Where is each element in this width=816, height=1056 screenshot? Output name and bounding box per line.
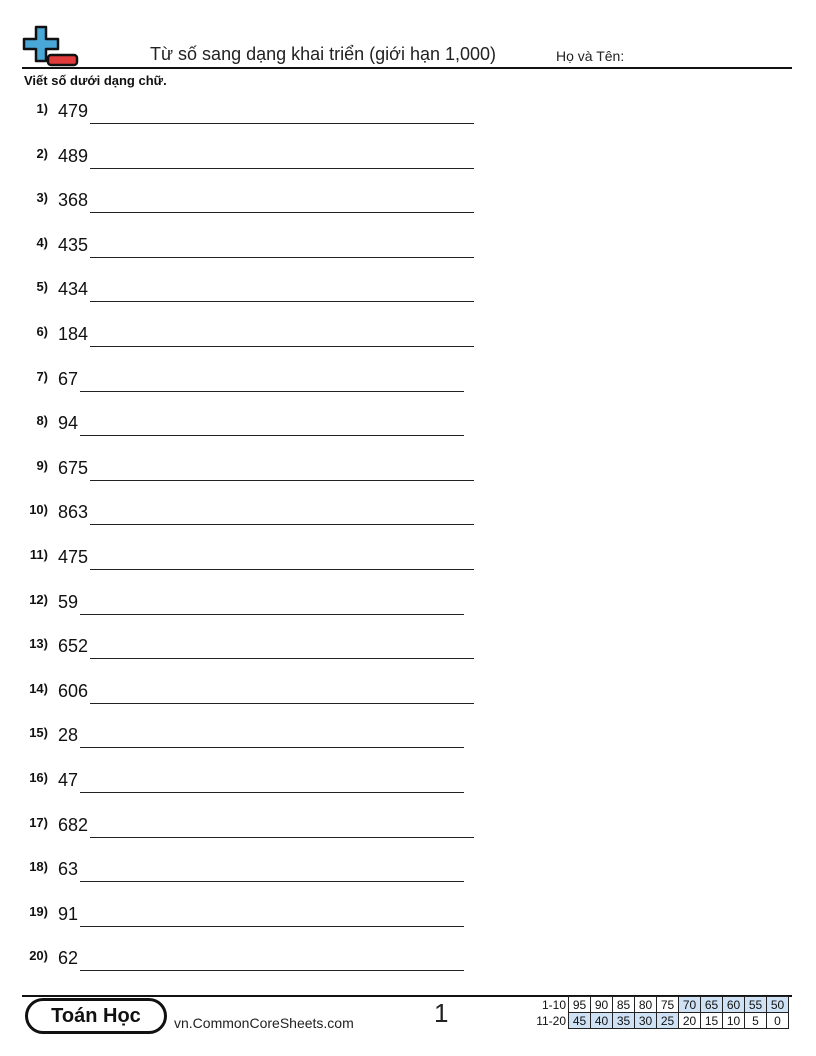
score-cell: 40: [591, 1013, 613, 1029]
problem-row: [0, 369, 480, 399]
answer-line[interactable]: [90, 212, 474, 213]
header-divider: [22, 67, 792, 69]
problem-row: [0, 190, 480, 220]
answer-line[interactable]: [80, 881, 464, 882]
problem-row: [0, 279, 480, 309]
problem-value: 475: [58, 547, 89, 567]
problem-row: [0, 592, 480, 622]
score-cell: 70: [679, 997, 701, 1013]
problem-value: 479: [58, 101, 89, 121]
score-cell: 80: [635, 997, 657, 1013]
problem-value: 47: [58, 770, 79, 790]
answer-line[interactable]: [90, 480, 474, 481]
problem-row: [0, 725, 480, 755]
score-cell: 20: [679, 1013, 701, 1029]
problem-number: 13): [29, 636, 48, 651]
score-table: [528, 996, 789, 1029]
score-cell: 30: [635, 1013, 657, 1029]
problem-value: 675: [58, 458, 89, 478]
score-cell: 65: [701, 997, 723, 1013]
score-cell: 75: [657, 997, 679, 1013]
answer-line[interactable]: [90, 703, 474, 704]
answer-line[interactable]: [90, 301, 474, 302]
problem-value: 184: [58, 324, 89, 344]
instructions: Viết số dưới dạng chữ.: [24, 73, 167, 88]
problem-row: [0, 815, 480, 845]
answer-line[interactable]: [80, 970, 464, 971]
problem-row: [0, 681, 480, 711]
problem-row: [0, 904, 480, 934]
problem-number: 7): [36, 369, 48, 384]
score-cell: 0: [767, 1013, 789, 1029]
problem-number: 20): [29, 948, 48, 963]
score-cell: 95: [569, 997, 591, 1013]
problem-number: 1): [36, 101, 48, 116]
answer-line[interactable]: [90, 346, 474, 347]
answer-line[interactable]: [80, 435, 464, 436]
score-cell: 45: [569, 1013, 591, 1029]
problem-value: 863: [58, 502, 89, 522]
problem-value: 94: [58, 413, 79, 433]
problem-number: 9): [36, 458, 48, 473]
score-row: [528, 997, 789, 1013]
score-cell: 15: [701, 1013, 723, 1029]
answer-line[interactable]: [80, 391, 464, 392]
score-row-label: 11-20: [536, 1013, 566, 1028]
answer-line[interactable]: [90, 569, 474, 570]
problem-number: 6): [36, 324, 48, 339]
problem-value: 59: [58, 592, 79, 612]
problem-row: [0, 101, 480, 131]
score-cell: 90: [591, 997, 613, 1013]
problem-row: [0, 413, 480, 443]
answer-line[interactable]: [80, 792, 464, 793]
answer-line[interactable]: [90, 658, 474, 659]
problem-value: 652: [58, 636, 89, 656]
problem-value: 91: [58, 904, 79, 924]
answer-line[interactable]: [90, 168, 474, 169]
problem-number: 2): [36, 146, 48, 161]
problem-number: 17): [29, 815, 48, 830]
problem-row: [0, 458, 480, 488]
problem-row: [0, 235, 480, 265]
problem-number: 15): [29, 725, 48, 740]
score-row: [528, 1013, 789, 1029]
answer-line[interactable]: [90, 524, 474, 525]
score-cell: 85: [613, 997, 635, 1013]
score-cell: 60: [723, 997, 745, 1013]
problem-value: 63: [58, 859, 79, 879]
plus-minus-logo-icon: [22, 24, 80, 68]
problem-row: [0, 636, 480, 666]
problem-value: 606: [58, 681, 89, 701]
score-cell: 55: [745, 997, 767, 1013]
problem-value: 62: [58, 948, 79, 968]
problem-value: 435: [58, 235, 89, 255]
answer-line[interactable]: [90, 123, 474, 124]
problem-value: 368: [58, 190, 89, 210]
answer-line[interactable]: [80, 614, 464, 615]
problem-number: 11): [29, 547, 48, 562]
problem-number: 12): [29, 592, 48, 607]
problem-value: 489: [58, 146, 89, 166]
score-cell: 35: [613, 1013, 635, 1029]
problem-number: 18): [29, 859, 48, 874]
problem-row: [0, 859, 480, 889]
problem-number: 8): [36, 413, 48, 428]
score-cell: 10: [723, 1013, 745, 1029]
problem-row: [0, 324, 480, 354]
problem-number: 4): [36, 235, 48, 250]
score-cell: 5: [745, 1013, 767, 1029]
answer-line[interactable]: [90, 837, 474, 838]
problem-value: 682: [58, 815, 89, 835]
worksheet-title: Từ số sang dạng khai triển (giới hạn 1,000): [150, 44, 497, 64]
answer-line[interactable]: [80, 747, 464, 748]
brand-badge: Toán Học: [25, 998, 167, 1034]
problem-row: [0, 770, 480, 800]
score-cell: 50: [767, 997, 789, 1013]
problem-number: 19): [29, 904, 48, 919]
problem-value: 434: [58, 279, 89, 299]
problem-row: [0, 146, 480, 176]
problem-number: 3): [36, 190, 48, 205]
answer-line[interactable]: [80, 926, 464, 927]
score-row-label: 1-10: [541, 997, 566, 1012]
problem-number: 10): [29, 502, 48, 517]
problem-row: [0, 502, 480, 532]
score-cell: 25: [657, 1013, 679, 1029]
problem-number: 5): [36, 279, 48, 294]
page-number: 1: [434, 998, 449, 1028]
problem-value: 28: [58, 725, 79, 745]
problem-row: [0, 547, 480, 577]
problem-value: 67: [58, 369, 79, 389]
problem-number: 14): [29, 681, 48, 696]
problem-row: [0, 948, 480, 978]
answer-line[interactable]: [90, 257, 474, 258]
problem-number: 16): [29, 770, 48, 785]
site-url: vn.CommonCoreSheets.com: [174, 1015, 354, 1031]
name-label: Họ và Tên:: [556, 48, 625, 64]
